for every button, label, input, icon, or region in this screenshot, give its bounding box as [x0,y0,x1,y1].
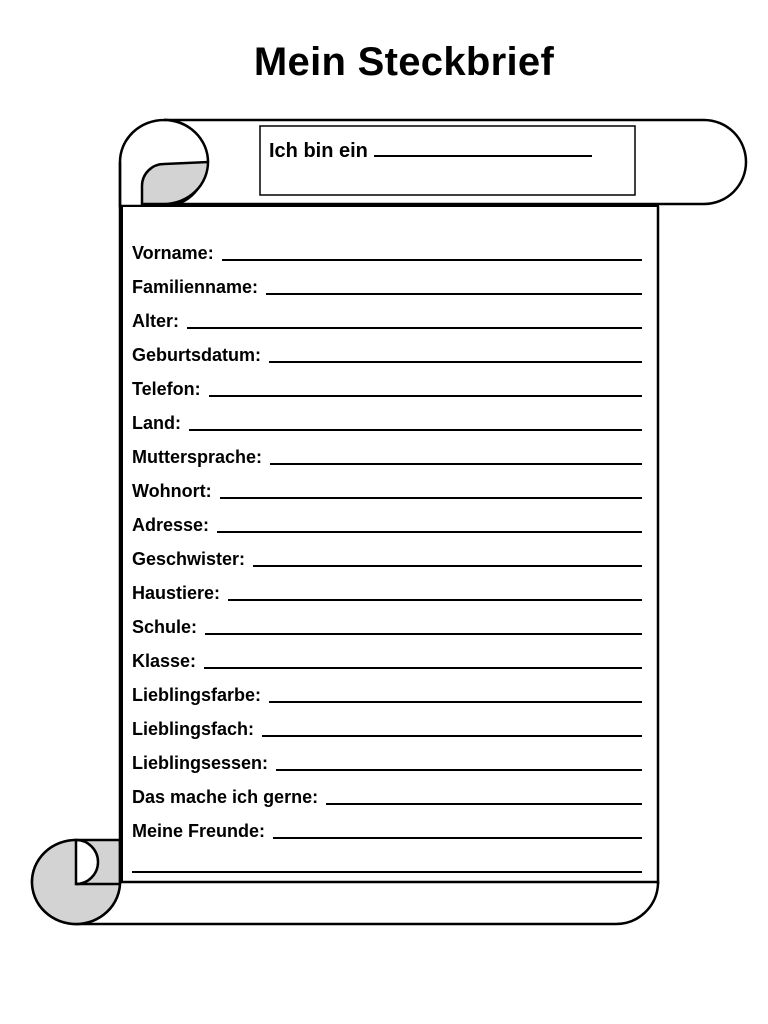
field-label: Lieblingsfarbe: [132,685,262,705]
field-row-lieblingsessen [132,744,642,778]
field-label: Geschwister: [132,549,246,569]
field-row-alter [132,302,642,336]
field-blank-line[interactable] [326,803,642,805]
field-blank-line[interactable] [266,293,642,295]
field-label: Haustiere: [132,583,221,603]
header-prompt-label: Ich bin ein [269,140,368,162]
field-blank-line[interactable] [220,497,642,499]
field-row-vorname [132,234,642,268]
field-row-haustiere [132,574,642,608]
field-label: Meine Freunde: [132,821,266,841]
field-row-lieblingsfarbe [132,676,642,710]
field-blank-line[interactable] [205,633,642,635]
field-blank-line[interactable] [222,259,642,261]
field-row-telefon [132,370,642,404]
field-blank-line[interactable] [262,735,642,737]
field-label: Klasse: [132,651,197,671]
scroll-bottom-band [70,882,658,924]
field-label: Lieblingsfach: [132,719,255,739]
page-title: Mein Steckbrief [253,40,555,84]
field-row-geschwister [132,540,642,574]
field-row-wohnort [132,472,642,506]
field-blank-line[interactable] [269,701,642,703]
field-label: Muttersprache: [132,447,263,467]
field-blank-line[interactable] [217,531,642,533]
field-row-hobbys [132,778,642,812]
field-blank-line[interactable] [273,837,642,839]
field-blank-line[interactable] [269,361,642,363]
field-blank-line[interactable] [276,769,642,771]
field-blank-line[interactable] [132,871,642,873]
field-row-familienname [132,268,642,302]
field-blank-line[interactable] [187,327,642,329]
field-row-lieblingsfach [132,710,642,744]
field-row-muttersprache [132,438,642,472]
field-label: Alter: [132,311,180,331]
profile-fields [132,234,642,880]
field-blank-line[interactable] [228,599,642,601]
field-row-klasse [132,642,642,676]
field-label: Wohnort: [132,481,212,501]
field-blank-line[interactable] [204,667,642,669]
field-row-adresse [132,506,642,540]
header-prompt-row [269,139,592,163]
field-blank-line[interactable] [270,463,642,465]
field-label: Familienname: [132,277,259,297]
field-blank-line[interactable] [209,395,642,397]
field-row-schule [132,608,642,642]
field-label: Land: [132,413,181,433]
field-label: Vorname: [132,243,214,263]
field-blank-line[interactable] [189,429,642,431]
field-label: Adresse: [132,515,210,535]
header-blank-line[interactable] [374,139,592,157]
field-label: Das mache ich gerne: [132,787,319,807]
field-row-extra-line [132,846,642,880]
field-label: Lieblingsessen: [132,753,269,773]
field-row-freunde [132,812,642,846]
field-label: Geburtsdatum: [132,345,262,365]
field-blank-line[interactable] [253,565,642,567]
field-row-geburtsdatum [132,336,642,370]
field-label: Telefon: [132,379,201,399]
field-label: Schule: [132,617,198,637]
field-row-land [132,404,642,438]
